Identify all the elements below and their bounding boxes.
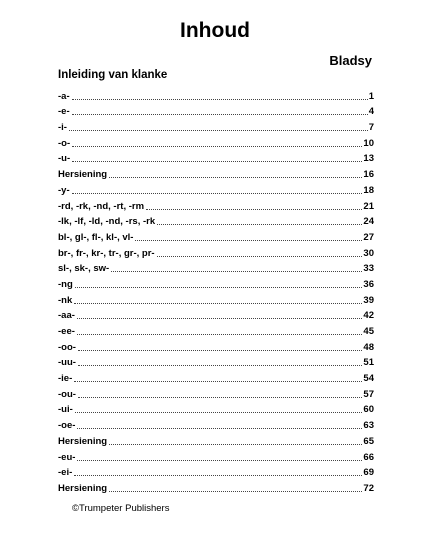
dot-leader [75,412,363,413]
toc-entry [58,415,374,431]
toc-entry [58,368,374,384]
dot-leader [69,130,368,131]
toc-entry-label: -ie- [58,373,73,385]
dot-leader [77,460,362,461]
dot-leader [157,224,362,225]
page-title: Inhoud [180,19,250,42]
toc-entry-page: 10 [363,137,374,149]
toc-entry-page: 65 [363,435,374,447]
section-heading: Inleiding van klanke [58,69,168,81]
toc-entry-page: 18 [363,184,374,196]
dot-leader [74,303,362,304]
toc-entry-page: 69 [363,467,374,479]
toc-entry [58,86,374,102]
toc-entry-label: sl-, sk-, sw- [58,263,110,275]
toc-entry [58,478,374,494]
dot-leader [78,365,362,366]
dot-leader [72,161,362,162]
toc-entry-label: -a- [58,90,70,102]
toc-entry-page: 72 [363,482,374,494]
dot-leader [72,114,368,115]
toc-entry [58,102,374,118]
toc-entry-page: 21 [363,200,374,212]
page-column-header: Bladsy [329,53,372,68]
toc-entry-page: 36 [363,278,374,290]
toc-entry-page: 24 [363,216,374,228]
toc-entry-label: -oe- [58,420,76,432]
toc-entry-label: -y- [58,184,70,196]
toc-entry-label: -eu- [58,451,76,463]
toc-entry [58,180,374,196]
dot-leader [77,428,362,429]
toc-entry [58,212,374,228]
toc-entry-page: 66 [363,451,374,463]
toc-entry-page: 48 [363,341,374,353]
dot-leader [111,271,362,272]
toc-entry [58,321,374,337]
toc-entry-label: -ui- [58,404,73,416]
toc-entry-label: -i- [58,122,67,134]
toc-entry-label: -uu- [58,357,76,369]
toc-entry-label: -o- [58,137,71,149]
toc-entry-page: 13 [363,153,374,165]
toc-entry [58,274,374,290]
toc-entry-label: -oo- [58,341,76,353]
toc-entry-label: -ng [58,278,73,290]
dot-leader [72,99,368,100]
toc-entry [58,431,374,447]
toc-entry-page: 1 [368,90,374,102]
dot-leader [77,334,363,335]
dot-leader [109,177,362,178]
toc-entry [58,447,374,463]
toc-entry [58,290,374,306]
dot-leader [74,475,362,476]
dot-leader [135,240,362,241]
dot-leader [75,287,363,288]
toc-entry-label: bl-, gl-, fl-, kl-, vl- [58,231,134,243]
toc-entry [58,117,374,133]
dot-leader [78,397,362,398]
dot-leader [72,193,363,194]
toc-entry [58,463,374,479]
toc-entry [58,243,374,259]
toc-entry [58,259,374,275]
toc-entry-page: 60 [363,404,374,416]
toc-entry-page: 57 [363,388,374,400]
toc-entry-page: 45 [363,326,374,337]
toc-entry [58,353,374,369]
toc-entry [58,227,374,243]
toc-entry-label: Hersiening [58,482,108,494]
copyright-footer: ©Trumpeter Publishers [72,503,170,514]
dot-leader [109,491,362,492]
toc-entry-page: 16 [363,169,374,181]
toc-entry-label: -ou- [58,388,76,400]
toc-entry-label: -lk, -lf, -ld, -nd, -rs, -rk [58,216,156,228]
table-of-contents [58,86,374,494]
toc-entry [58,306,374,322]
toc-entry-label: -aa- [58,310,75,322]
toc-entry [58,384,374,400]
toc-entry [58,149,374,165]
toc-entry-label: -ei- [58,467,73,479]
toc-entry-label: Hersiening [58,435,108,447]
toc-entry [58,133,374,149]
toc-entry-label: -ee- [58,326,75,337]
toc-entry-label: -rd, -rk, -nd, -rt, -rm [58,200,145,212]
dot-leader [157,256,363,257]
toc-entry-page: 54 [363,373,374,385]
dot-leader [109,444,362,445]
toc-entry-page: 51 [363,357,374,369]
toc-entry-page: 4 [368,106,374,118]
toc-entry [58,400,374,416]
toc-entry-page: 42 [363,310,374,322]
dot-leader [77,318,363,319]
dot-leader [72,146,362,147]
toc-entry-page: 63 [363,420,374,432]
dot-leader [146,209,362,210]
toc-entry [58,196,374,212]
toc-entry [58,337,374,353]
toc-entry [58,164,374,180]
toc-entry-page: 27 [363,231,374,243]
toc-entry-label: Hersiening [58,169,108,181]
toc-entry-label: -nk [58,294,73,306]
dot-leader [78,350,362,351]
toc-entry-label: -e- [58,106,70,118]
toc-entry-page: 7 [368,122,374,134]
toc-entry-label: -u- [58,153,71,165]
toc-entry-label: br-, fr-, kr-, tr-, gr-, pr- [58,247,155,259]
toc-entry-page: 30 [363,247,374,259]
toc-entry-page: 39 [363,294,374,306]
toc-entry-page: 33 [363,263,374,275]
dot-leader [74,381,362,382]
